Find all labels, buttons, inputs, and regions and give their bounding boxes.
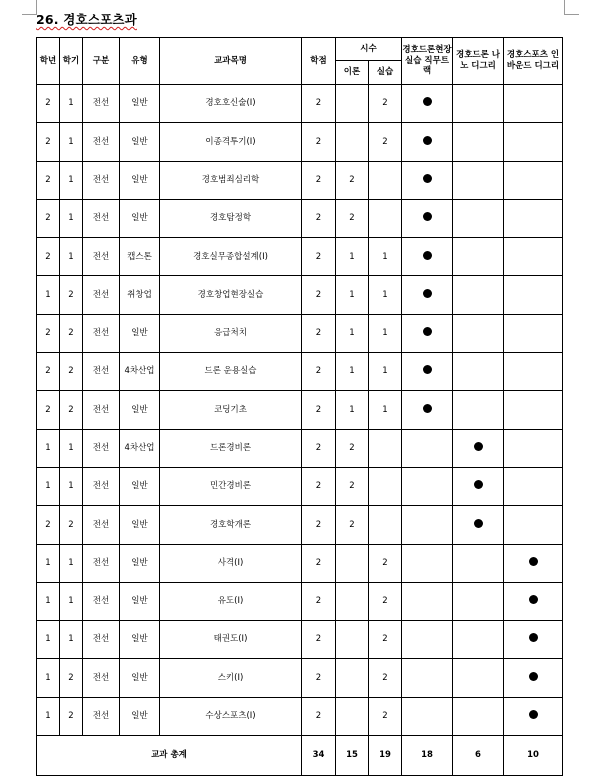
cell-credits: 2 [302,161,336,199]
cell-track-drone-nano [453,467,504,505]
cell-track-drone-nano [453,697,504,735]
table-row [37,544,563,582]
cell-type: 일반 [120,544,160,582]
header-track-field-practice: 경호드론현장실습 직무트랙 [402,38,453,85]
cell-track-field-practice [402,659,453,697]
cell-grade: 1 [37,544,60,582]
filled-dot-icon [529,557,538,566]
cell-grade: 2 [37,199,60,237]
cell-division: 전선 [83,659,120,697]
table-row [37,429,563,467]
cell-credits: 2 [302,697,336,735]
cell-grade: 2 [37,314,60,352]
cell-theory [336,582,369,620]
total-track-sports-inbound: 10 [504,736,563,776]
cell-practice [369,467,402,505]
cell-credits: 2 [302,429,336,467]
cell-semester: 1 [60,582,83,620]
filled-dot-icon [423,404,432,413]
cell-theory [336,697,369,735]
table-row [37,391,563,429]
cell-track-field-practice [402,582,453,620]
table-row [37,276,563,314]
cell-subject: 경호호신술(I) [160,85,302,123]
cell-grade: 1 [37,582,60,620]
cell-subject: 경호실무종합설계(I) [160,238,302,276]
cell-subject: 경호학개론 [160,506,302,544]
cell-practice: 2 [369,582,402,620]
cell-track-field-practice [402,238,453,276]
cell-subject: 드론 운용실습 [160,353,302,391]
filled-dot-icon [474,442,483,451]
cell-practice [369,199,402,237]
table-row [37,123,563,161]
header-track-sports-inbound: 경호스포츠 인바운드 디그리 [504,38,563,85]
cell-subject: 스키(I) [160,659,302,697]
cell-type: 일반 [120,697,160,735]
total-track-field-practice: 18 [402,736,453,776]
cell-theory [336,123,369,161]
cell-theory [336,659,369,697]
cell-credits: 2 [302,659,336,697]
cell-track-drone-nano [453,544,504,582]
cell-track-drone-nano [453,314,504,352]
cell-track-field-practice [402,276,453,314]
filled-dot-icon [423,289,432,298]
cell-credits: 2 [302,467,336,505]
cell-track-sports-inbound [504,659,563,697]
cell-division: 전선 [83,276,120,314]
cell-track-sports-inbound [504,123,563,161]
cell-track-sports-inbound [504,353,563,391]
filled-dot-icon [423,365,432,374]
cell-division: 전선 [83,697,120,735]
cell-track-drone-nano [453,659,504,697]
header-grade: 학년 [37,38,60,85]
cell-track-sports-inbound [504,506,563,544]
table-row [37,659,563,697]
cell-subject: 수상스포츠(I) [160,697,302,735]
cell-subject: 유도(I) [160,582,302,620]
cell-track-drone-nano [453,123,504,161]
cell-semester: 1 [60,238,83,276]
header-subject: 교과목명 [160,38,302,85]
cell-subject: 코딩기초 [160,391,302,429]
cell-grade: 1 [37,697,60,735]
cell-type: 일반 [120,123,160,161]
cell-type: 일반 [120,659,160,697]
cell-subject: 드론경비론 [160,429,302,467]
cell-track-sports-inbound [504,314,563,352]
cell-track-sports-inbound [504,391,563,429]
cell-theory: 2 [336,429,369,467]
filled-dot-icon [423,97,432,106]
cell-credits: 2 [302,353,336,391]
table-row [37,506,563,544]
table-row [37,467,563,505]
cell-track-sports-inbound [504,621,563,659]
cell-track-sports-inbound [504,161,563,199]
page-corner-marker-left [22,0,37,15]
cell-subject: 이종격투기(I) [160,123,302,161]
filled-dot-icon [529,672,538,681]
cell-semester: 2 [60,659,83,697]
total-theory: 15 [336,736,369,776]
cell-grade: 1 [37,659,60,697]
cell-division: 전선 [83,467,120,505]
cell-practice: 2 [369,621,402,659]
cell-theory: 1 [336,238,369,276]
cell-track-field-practice [402,429,453,467]
cell-semester: 1 [60,429,83,467]
cell-track-sports-inbound [504,697,563,735]
cell-semester: 2 [60,697,83,735]
cell-division: 전선 [83,238,120,276]
header-hours: 시수 [336,38,402,61]
cell-type: 일반 [120,391,160,429]
cell-practice: 2 [369,697,402,735]
cell-semester: 2 [60,391,83,429]
cell-division: 전선 [83,199,120,237]
cell-division: 전선 [83,314,120,352]
cell-division: 전선 [83,429,120,467]
cell-grade: 1 [37,467,60,505]
cell-semester: 1 [60,85,83,123]
cell-track-sports-inbound [504,238,563,276]
filled-dot-icon [474,480,483,489]
cell-practice: 1 [369,391,402,429]
cell-track-sports-inbound [504,582,563,620]
cell-theory: 2 [336,199,369,237]
cell-theory: 2 [336,506,369,544]
cell-practice: 2 [369,123,402,161]
header-credits: 학점 [302,38,336,85]
cell-track-drone-nano [453,276,504,314]
cell-subject: 사격(I) [160,544,302,582]
cell-grade: 2 [37,123,60,161]
header-track-drone-nano: 경호드론 나노 디그리 [453,38,504,85]
table-row [37,85,563,123]
table-row [37,238,563,276]
cell-type: 일반 [120,506,160,544]
cell-type: 일반 [120,161,160,199]
cell-semester: 2 [60,314,83,352]
cell-track-drone-nano [453,429,504,467]
cell-theory [336,85,369,123]
cell-track-drone-nano [453,161,504,199]
cell-credits: 2 [302,506,336,544]
cell-practice: 2 [369,544,402,582]
cell-credits: 2 [302,85,336,123]
cell-division: 전선 [83,391,120,429]
cell-track-field-practice [402,199,453,237]
cell-practice: 1 [369,353,402,391]
cell-track-sports-inbound [504,429,563,467]
page-corner-marker-right [564,0,579,15]
cell-grade: 2 [37,353,60,391]
cell-track-drone-nano [453,621,504,659]
table-row [37,353,563,391]
cell-track-field-practice [402,506,453,544]
cell-semester: 2 [60,506,83,544]
cell-track-sports-inbound [504,467,563,505]
cell-subject: 민간경비론 [160,467,302,505]
curriculum-table [36,37,563,776]
cell-semester: 1 [60,161,83,199]
cell-division: 전선 [83,621,120,659]
header-practice: 실습 [369,61,402,85]
cell-credits: 2 [302,276,336,314]
cell-division: 전선 [83,123,120,161]
cell-type: 일반 [120,314,160,352]
cell-track-drone-nano [453,199,504,237]
cell-credits: 2 [302,199,336,237]
cell-division: 전선 [83,582,120,620]
cell-grade: 1 [37,621,60,659]
cell-type: 일반 [120,85,160,123]
cell-credits: 2 [302,544,336,582]
header-semester: 학기 [60,38,83,85]
cell-type: 일반 [120,621,160,659]
filled-dot-icon [423,174,432,183]
cell-type: 일반 [120,582,160,620]
cell-track-field-practice [402,697,453,735]
cell-type: 캡스톤 [120,238,160,276]
filled-dot-icon [423,327,432,336]
cell-track-field-practice [402,621,453,659]
cell-credits: 2 [302,391,336,429]
cell-track-sports-inbound [504,85,563,123]
header-division: 구분 [83,38,120,85]
cell-theory [336,621,369,659]
cell-subject: 경호범죄심리학 [160,161,302,199]
cell-division: 전선 [83,161,120,199]
total-track-drone-nano: 6 [453,736,504,776]
cell-track-sports-inbound [504,544,563,582]
cell-grade: 2 [37,391,60,429]
total-practice: 19 [369,736,402,776]
cell-credits: 2 [302,238,336,276]
total-credits: 34 [302,736,336,776]
cell-track-field-practice [402,467,453,505]
cell-type: 4차산업 [120,353,160,391]
cell-credits: 2 [302,582,336,620]
cell-track-field-practice [402,353,453,391]
cell-grade: 2 [37,238,60,276]
cell-credits: 2 [302,314,336,352]
total-label: 교과 총계 [37,736,302,776]
cell-type: 일반 [120,199,160,237]
cell-theory: 1 [336,276,369,314]
cell-track-drone-nano [453,353,504,391]
cell-practice [369,506,402,544]
cell-subject: 경호창업현장실습 [160,276,302,314]
filled-dot-icon [423,251,432,260]
cell-track-field-practice [402,314,453,352]
cell-practice [369,429,402,467]
cell-subject: 태권도(I) [160,621,302,659]
cell-theory [336,544,369,582]
filled-dot-icon [423,212,432,221]
table-row [37,199,563,237]
cell-division: 전선 [83,353,120,391]
cell-semester: 1 [60,199,83,237]
cell-track-sports-inbound [504,276,563,314]
header-theory: 이론 [336,61,369,85]
cell-semester: 1 [60,467,83,505]
cell-type: 4차산업 [120,429,160,467]
filled-dot-icon [474,519,483,528]
cell-type: 일반 [120,467,160,505]
cell-track-drone-nano [453,506,504,544]
cell-grade: 2 [37,161,60,199]
cell-semester: 2 [60,353,83,391]
cell-credits: 2 [302,123,336,161]
cell-division: 전선 [83,506,120,544]
cell-theory: 2 [336,161,369,199]
table-row [37,314,563,352]
cell-track-field-practice [402,391,453,429]
cell-semester: 1 [60,123,83,161]
cell-practice: 2 [369,85,402,123]
cell-credits: 2 [302,621,336,659]
table-row [37,621,563,659]
filled-dot-icon [529,633,538,642]
cell-track-field-practice [402,123,453,161]
table-row [37,697,563,735]
filled-dot-icon [423,136,432,145]
filled-dot-icon [529,595,538,604]
cell-type: 취창업 [120,276,160,314]
section-title: 26. 경호스포츠과 [36,12,137,27]
cell-practice [369,161,402,199]
cell-track-field-practice [402,544,453,582]
cell-grade: 2 [37,506,60,544]
cell-grade: 1 [37,276,60,314]
header-type: 유형 [120,38,160,85]
cell-track-field-practice [402,161,453,199]
cell-track-drone-nano [453,582,504,620]
cell-practice: 1 [369,314,402,352]
cell-subject: 응급처치 [160,314,302,352]
cell-practice: 1 [369,276,402,314]
cell-grade: 2 [37,85,60,123]
cell-division: 전선 [83,85,120,123]
table-row [37,582,563,620]
table-body [37,85,563,736]
cell-division: 전선 [83,544,120,582]
cell-practice: 2 [369,659,402,697]
cell-track-drone-nano [453,85,504,123]
cell-theory: 1 [336,353,369,391]
cell-theory: 1 [336,391,369,429]
cell-semester: 1 [60,544,83,582]
cell-theory: 1 [336,314,369,352]
cell-track-drone-nano [453,391,504,429]
filled-dot-icon [529,710,538,719]
cell-theory: 2 [336,467,369,505]
cell-subject: 경호탐정학 [160,199,302,237]
cell-track-field-practice [402,85,453,123]
cell-practice: 1 [369,238,402,276]
table-row [37,161,563,199]
cell-semester: 1 [60,621,83,659]
cell-grade: 1 [37,429,60,467]
cell-semester: 2 [60,276,83,314]
cell-track-drone-nano [453,238,504,276]
cell-track-sports-inbound [504,199,563,237]
